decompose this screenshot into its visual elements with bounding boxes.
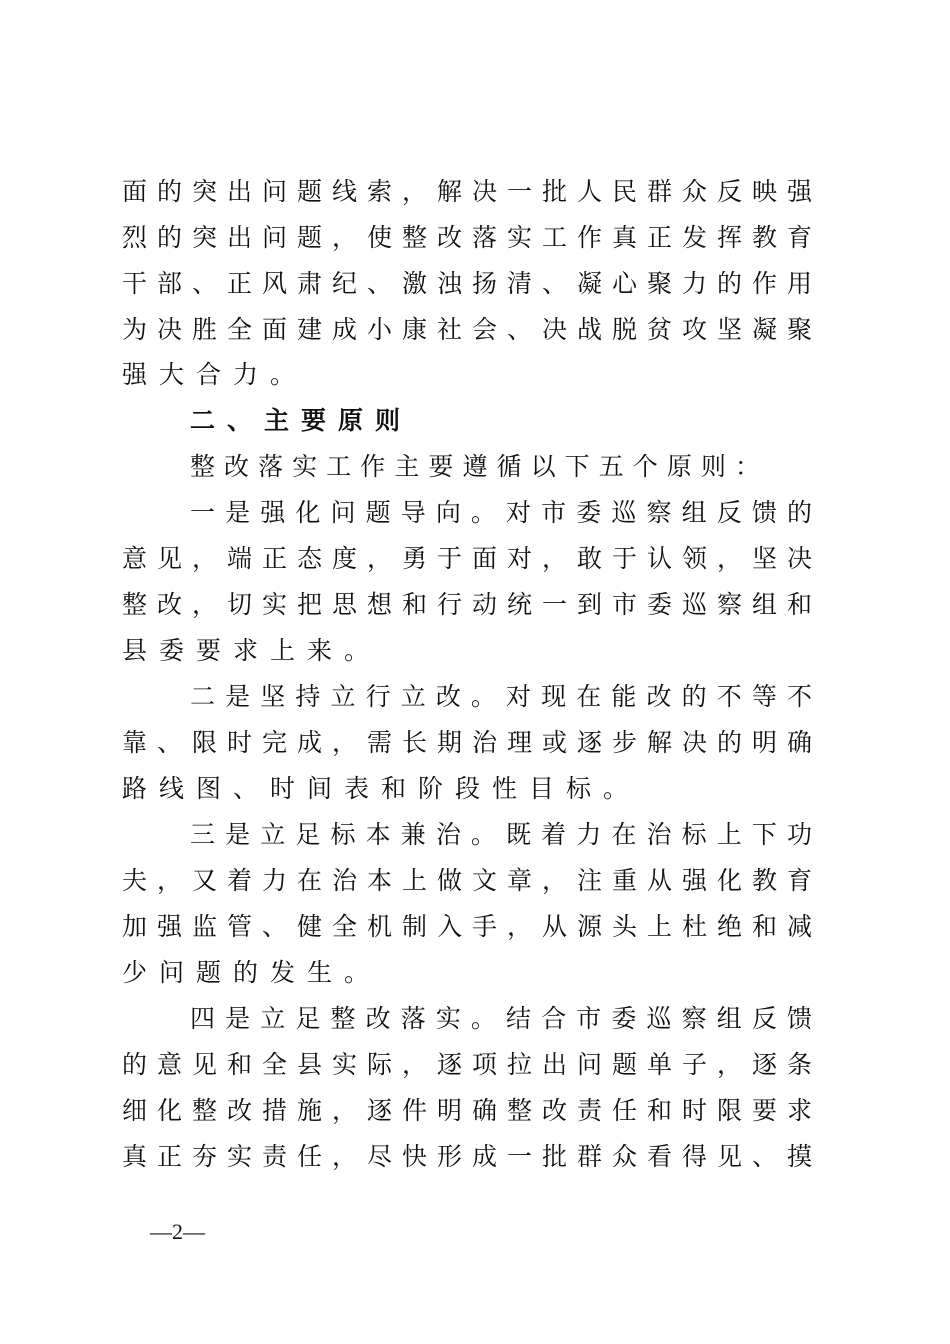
body-text-line: 县委要求上来。 bbox=[122, 636, 382, 665]
body-text-line: 靠、限时完成，需长期治理或逐步解决的明确 bbox=[122, 728, 812, 757]
body-text-line: 面的突出问题线索，解决一批人民群众反映强 bbox=[122, 177, 812, 206]
body-text-line: 意见，端正态度，勇于面对，敢于认领，坚决 bbox=[122, 544, 812, 573]
principle-paragraph-start: 一是强化问题导向。对市委巡察组反馈的 bbox=[190, 498, 812, 527]
body-text-line: 整改落实工作主要遵循以下五个原则： bbox=[190, 452, 760, 481]
body-text-line: 夫，又着力在治本上做文章，注重从强化教育 bbox=[122, 866, 812, 895]
body-text-line: 细化整改措施，逐件明确整改责任和时限要求 bbox=[122, 1096, 812, 1125]
body-text-line: 真正夯实责任，尽快形成一批群众看得见、摸 bbox=[122, 1142, 812, 1171]
body-text-line: 烈的突出问题，使整改落实工作真正发挥教育 bbox=[122, 223, 812, 252]
body-text-line: 少问题的发生。 bbox=[122, 958, 382, 987]
principle-paragraph-start: 三是立足标本兼治。既着力在治标上下功 bbox=[190, 820, 812, 849]
body-text-line: 为决胜全面建成小康社会、决战脱贫攻坚凝聚 bbox=[122, 315, 812, 344]
body-text-line: 加强监管、健全机制入手，从源头上杜绝和减 bbox=[122, 912, 812, 941]
body-text-line: 的意见和全县实际，逐项拉出问题单子，逐条 bbox=[122, 1050, 812, 1079]
page-number: —2— bbox=[150, 1219, 205, 1244]
body-text-line: 强大合力。 bbox=[122, 360, 308, 389]
body-text-line: 路线图、时间表和阶段性目标。 bbox=[122, 774, 641, 803]
section-heading: 二、主要原则 bbox=[190, 406, 413, 435]
body-text-line: 干部、正风肃纪、激浊扬清、凝心聚力的作用 bbox=[122, 269, 812, 298]
body-text-line: 整改，切实把思想和行动统一到市委巡察组和 bbox=[122, 590, 812, 619]
principle-paragraph-start: 四是立足整改落实。结合市委巡察组反馈 bbox=[190, 1004, 812, 1033]
principle-paragraph-start: 二是坚持立行立改。对现在能改的不等不 bbox=[190, 682, 812, 711]
